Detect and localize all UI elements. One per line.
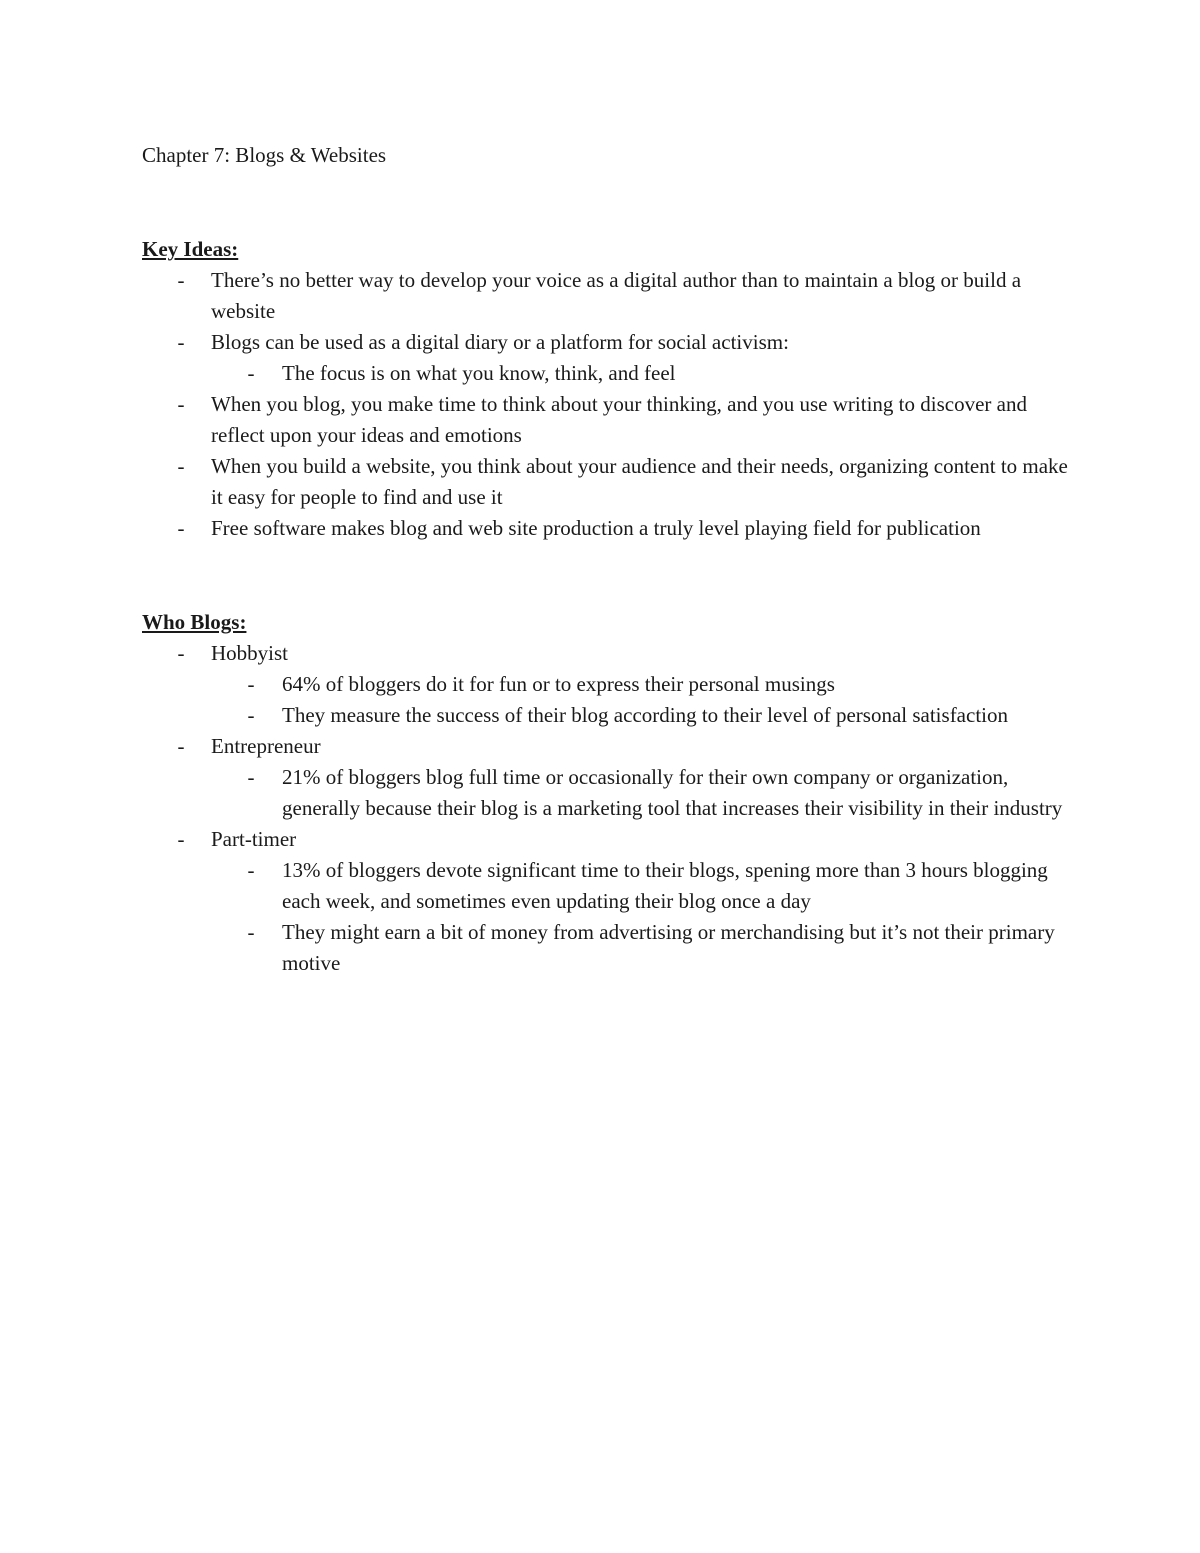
sub-list-item-text: 64% of bloggers do it for fun or to express their personal musings <box>282 672 835 696</box>
list-item-text: Hobbyist <box>211 641 289 665</box>
page-title: Chapter 7: Blogs & Websites <box>142 143 387 167</box>
sub-list-item-text: 21% of bloggers blog full time or occasionally for their own company or organization, generally because their blog is a marketing tool that increases their visibility in their industry <box>282 765 1063 820</box>
list-item-text: Entrepreneur <box>211 734 321 758</box>
bullet-dash: - <box>247 765 255 789</box>
section-who-blogs <box>142 607 1072 979</box>
list-item-text: There’s no better way to develop your voice as a digital author than to maintain a blog or build a website <box>211 268 1022 323</box>
section-heading: Who Blogs: <box>142 610 247 634</box>
sub-list-item-text: They might earn a bit of money from advertising or merchandising but it’s not their primary motive <box>282 920 1055 975</box>
list-item <box>142 389 1072 451</box>
list-item-text: Free software makes blog and web site production a truly level playing field for publication <box>211 516 981 540</box>
list-item-text: When you build a website, you think about your audience and their needs, organizing content to make it easy for people to find and use it <box>211 454 1068 509</box>
sub-list-item <box>211 855 1072 917</box>
bullet-dash: - <box>177 454 185 478</box>
bullet-dash: - <box>177 268 185 292</box>
sub-bullet-list <box>211 358 1072 389</box>
list-item <box>142 638 1072 731</box>
sub-list-item <box>211 358 1072 389</box>
list-item-text: Part-timer <box>211 827 297 851</box>
sub-list-item <box>211 700 1072 731</box>
sub-list-item <box>211 762 1072 824</box>
sub-list-item <box>211 917 1072 979</box>
bullet-dash: - <box>247 361 255 385</box>
bullet-dash: - <box>177 641 185 665</box>
bullet-dash: - <box>177 734 185 758</box>
sub-list-item-text: They measure the success of their blog according to their level of personal satisfaction <box>282 703 1008 727</box>
list-item <box>142 824 1072 979</box>
sub-list-item <box>211 669 1072 700</box>
sub-bullet-list <box>211 855 1072 979</box>
bullet-dash: - <box>177 827 185 851</box>
bullet-dash: - <box>247 920 255 944</box>
bullet-dash: - <box>177 392 185 416</box>
list-item <box>142 327 1072 389</box>
bullet-dash: - <box>247 858 255 882</box>
list-item <box>142 513 1072 544</box>
list-item <box>142 731 1072 824</box>
bullet-dash: - <box>247 672 255 696</box>
section-heading: Key Ideas: <box>142 237 239 261</box>
sub-list-item-text: 13% of bloggers devote significant time to their blogs, spening more than 3 hours blogging each week, and sometimes even updating their blog once a day <box>282 858 1048 913</box>
list-item-text: Blogs can be used as a digital diary or a platform for social activism: <box>211 330 789 354</box>
bullet-dash: - <box>177 516 185 540</box>
bullet-dash: - <box>247 703 255 727</box>
sub-bullet-list <box>211 669 1072 731</box>
list-item <box>142 451 1072 513</box>
sub-bullet-list <box>211 762 1072 824</box>
sub-list-item-text: The focus is on what you know, think, and feel <box>282 361 676 385</box>
list-item-text: When you blog, you make time to think about your thinking, and you use writing to discover and reflect upon your ideas and emotions <box>211 392 1027 447</box>
bullet-list <box>142 638 1072 979</box>
bullet-list <box>142 265 1072 544</box>
section-key-ideas <box>142 234 1072 544</box>
list-item <box>142 265 1072 327</box>
bullet-dash: - <box>177 330 185 354</box>
